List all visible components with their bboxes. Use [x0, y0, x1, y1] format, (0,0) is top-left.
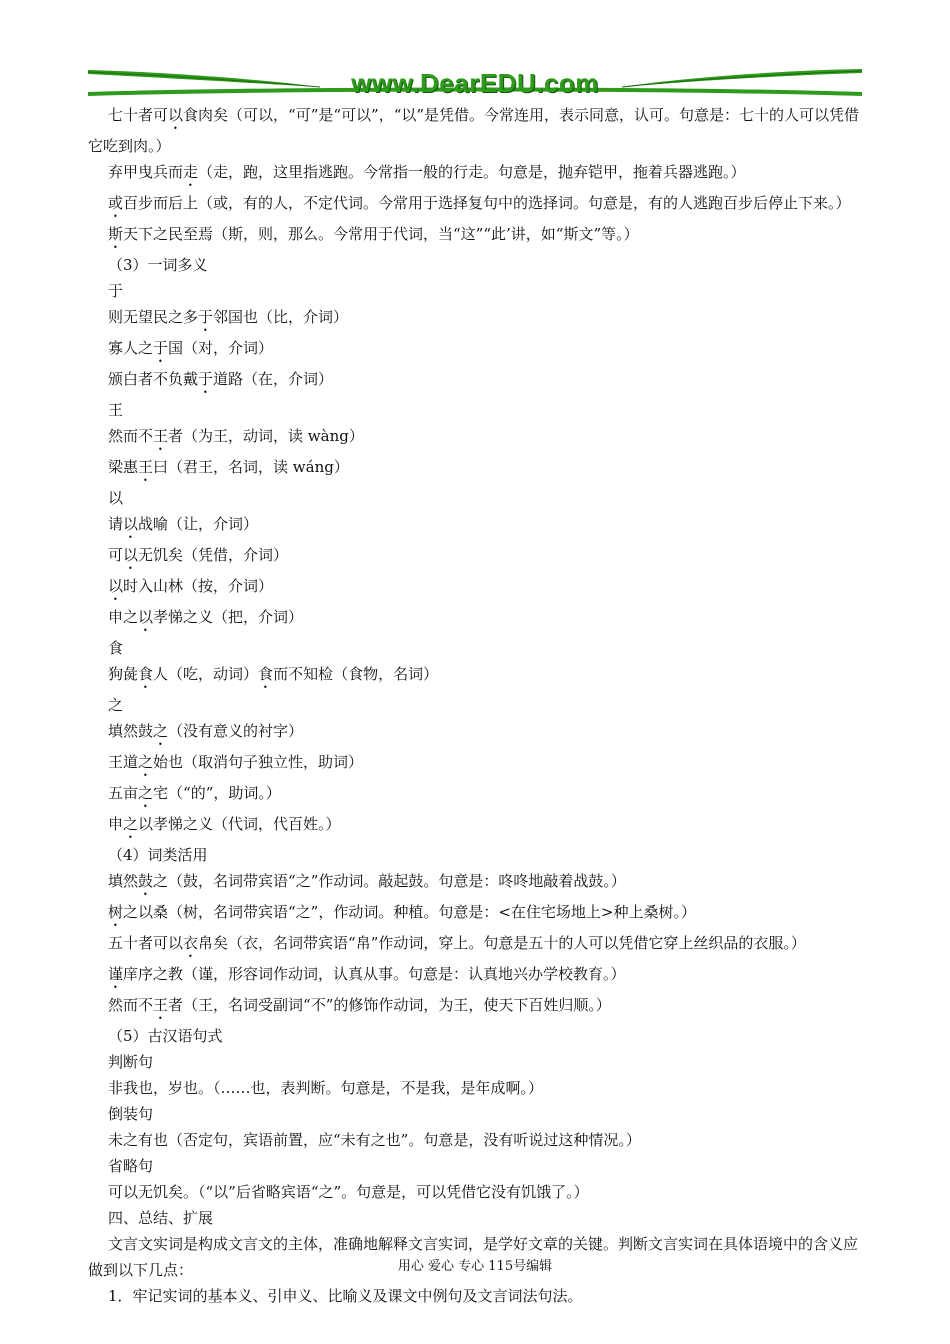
- emphasized-word: 之: [138, 784, 154, 802]
- paragraph: [88, 1127, 862, 1153]
- text-segment: 请: [108, 515, 124, 533]
- emphasized-word: 鼓: [138, 872, 154, 890]
- paragraph: [88, 366, 862, 397]
- text-segment: 孝悌之义（把，介词）: [153, 608, 304, 626]
- paragraph: [88, 1049, 862, 1075]
- document-body: [88, 102, 862, 1309]
- paragraph: [88, 661, 862, 692]
- text-segment: 颁白者不负戴: [108, 370, 199, 388]
- text-segment: 以孝悌之义（代词，代百姓。）: [138, 815, 341, 833]
- emphasized-word: 之: [153, 722, 169, 740]
- text-segment: 帛矣（衣，名词带宾语“帛”作动词，穿上。句意是五十的人可以凭借它穿上丝织品的衣服。）: [198, 934, 806, 952]
- emphasized-word: 于: [153, 339, 169, 357]
- paragraph: [88, 102, 862, 159]
- text-segment: （5）古汉语句式: [108, 1027, 223, 1045]
- text-segment: 之: [108, 696, 124, 714]
- paragraph: [88, 899, 862, 930]
- text-segment: 食肉矣（可以，“可”是“可以”，“以”是凭借。今常连用，表示同意，认可。句意是：七十的人可以凭借它吃到肉。）: [88, 106, 860, 155]
- paragraph: [88, 304, 862, 335]
- paragraph: [88, 1283, 862, 1309]
- emphasized-word: 食: [138, 665, 154, 683]
- paragraph: [88, 573, 862, 604]
- text-segment: 无饥矣（凭借，介词）: [138, 546, 289, 564]
- text-segment: 而不知检（食物，名词）: [273, 665, 439, 683]
- text-segment: 倒装句: [108, 1105, 154, 1123]
- text-segment: 时入山林（按，介词）: [123, 577, 274, 595]
- emphasized-word: 斯: [108, 225, 124, 243]
- text-segment: 填然: [108, 872, 139, 890]
- text-segment: 可以无饥矣。（“以”后省略宾语“之”。句意是，可以凭借它没有饥饿了。）: [108, 1183, 589, 1201]
- page-footer: 用心 爱心 专心 115号编辑: [397, 1259, 553, 1274]
- text-segment: 非我也，岁也。（……也，表判断。句意是，不是我，是年成啊。）: [108, 1079, 544, 1097]
- text-segment: 狗彘: [108, 665, 139, 683]
- text-segment: 曰（君王，名词，读 wáng）: [153, 458, 349, 476]
- text-segment: 1．牢记实词的基本义、引申义、比喻义及课文中例句及文言词法句法。: [108, 1287, 583, 1305]
- text-segment: 填然鼓: [108, 722, 154, 740]
- paragraph: [88, 930, 862, 961]
- text-segment: 战喻（让，介词）: [138, 515, 259, 533]
- paragraph: [88, 1179, 862, 1205]
- emphasized-word: 树: [108, 903, 124, 921]
- text-segment: 寡人之: [108, 339, 154, 357]
- emphasized-word: 以: [123, 515, 139, 533]
- paragraph: [88, 692, 862, 718]
- text-segment: 之以桑（树，名词带宾语“之”，作动词。种植。句意是：<在住宅场地上>种上桑树。）: [123, 903, 696, 921]
- paragraph: [88, 780, 862, 811]
- text-segment: 七十者可: [108, 106, 169, 124]
- text-segment: 道路（在，介词）: [213, 370, 334, 388]
- text-segment: 者（为王，动词，读 wàng）: [168, 427, 364, 445]
- emphasized-word: 食: [258, 665, 274, 683]
- text-segment: 梁惠: [108, 458, 139, 476]
- paragraph: [88, 252, 862, 278]
- emphasized-word: 以: [168, 106, 184, 124]
- text-segment: 食: [108, 639, 124, 657]
- text-segment: 百步而后上（或，有的人，不定代词。今常用于选择复句中的选择词。句意是，有的人逃跑百步后停止下来。）: [123, 194, 851, 212]
- emphasized-word: 王: [153, 996, 169, 1014]
- emphasized-word: 以: [108, 577, 124, 595]
- text-segment: 则无望民之多: [108, 308, 199, 326]
- paragraph: [88, 511, 862, 542]
- paragraph: [88, 1023, 862, 1049]
- text-segment: 人（吃，动词）: [153, 665, 259, 683]
- paragraph: [88, 485, 862, 511]
- text-segment: 王道: [108, 753, 139, 771]
- text-segment: 五十者可以: [108, 934, 184, 952]
- paragraph: [88, 454, 862, 485]
- site-logo-text: www.DearEDU.com: [351, 68, 599, 98]
- paragraph: [88, 278, 862, 304]
- paragraph: [88, 635, 862, 661]
- paragraph: [88, 961, 862, 992]
- paragraph: [88, 1153, 862, 1179]
- emphasized-word: 王: [138, 458, 154, 476]
- text-segment: 四、总结、扩展: [108, 1209, 214, 1227]
- paragraph: [88, 811, 862, 842]
- text-segment: 以: [108, 489, 124, 507]
- text-segment: （3）一词多义: [108, 256, 208, 274]
- paragraph: [88, 397, 862, 423]
- text-segment: 者（王，名词受副词“不”的修饰作动词，为王，使天下百姓归顺。）: [168, 996, 611, 1014]
- emphasized-word: 王: [153, 427, 169, 445]
- paragraph: [88, 542, 862, 573]
- text-segment: （走，跑，这里指逃跑。今常指一般的行走。句意是，抛弃铠甲，拖着兵器逃跑。）: [198, 163, 746, 181]
- text-segment: 申之: [108, 608, 139, 626]
- text-segment: （没有意义的衬字）: [168, 722, 304, 740]
- text-segment: 宅（“的”，助词。）: [153, 784, 281, 802]
- paragraph: [88, 868, 862, 899]
- text-segment: 邻国也（比，介词）: [213, 308, 349, 326]
- emphasized-word: 于: [198, 308, 214, 326]
- text-segment: 五亩: [108, 784, 139, 802]
- text-segment: 申: [108, 815, 124, 833]
- paragraph: [88, 1075, 862, 1101]
- paragraph: [88, 1101, 862, 1127]
- emphasized-word: 或: [108, 194, 124, 212]
- text-segment: 庠序之教（谨，形容词作动词，认真从事。句意是：认真地兴办学校教育。）: [123, 965, 626, 983]
- text-segment: 判断句: [108, 1053, 154, 1071]
- text-segment: 始也（取消句子独立性，助词）: [153, 753, 364, 771]
- paragraph: [88, 335, 862, 366]
- text-segment: 可: [108, 546, 124, 564]
- text-segment: （4）词类活用: [108, 846, 208, 864]
- text-segment: 然而不: [108, 427, 154, 445]
- paragraph: [88, 1205, 862, 1231]
- text-segment: 天下之民至焉（斯，则，那么。今常用于代词，当“这”“此’讲，如“斯文”等。）: [123, 225, 639, 243]
- paragraph: [88, 190, 862, 221]
- text-segment: 文言文实词是构成文言文的主体，准确地解释文言实词，是学好文章的关键。判断文言实词在具体语境中的含义应做到以下几点：: [88, 1235, 859, 1279]
- paragraph: [88, 159, 862, 190]
- paragraph: [88, 423, 862, 454]
- text-segment: 于: [108, 282, 124, 300]
- text-segment: 弃甲曳兵而: [108, 163, 184, 181]
- emphasized-word: 衣: [183, 934, 199, 952]
- emphasized-word: 之: [123, 815, 139, 833]
- paragraph: [88, 221, 862, 252]
- site-header: [88, 66, 862, 100]
- emphasized-word: 以: [123, 546, 139, 564]
- paragraph: [88, 992, 862, 1023]
- text-segment: 之（鼓，名词带宾语“之”作动词。敲起鼓。句意是：咚咚地敲着战鼓。）: [153, 872, 626, 890]
- paragraph: [88, 842, 862, 868]
- text-segment: 省略句: [108, 1157, 154, 1175]
- text-segment: 国（对，介词）: [168, 339, 274, 357]
- emphasized-word: 于: [198, 370, 214, 388]
- paragraph: [88, 604, 862, 635]
- emphasized-word: 谨: [108, 965, 124, 983]
- text-segment: 未之有也（否定句，宾语前置，应“未有之也”。句意是，没有听说过这种情况。）: [108, 1131, 641, 1149]
- text-segment: 王: [108, 401, 124, 419]
- emphasized-word: 走: [183, 163, 199, 181]
- paragraph: [88, 718, 862, 749]
- emphasized-word: 以: [138, 608, 154, 626]
- text-segment: 然而不: [108, 996, 154, 1014]
- paragraph: [88, 749, 862, 780]
- emphasized-word: 之: [138, 753, 154, 771]
